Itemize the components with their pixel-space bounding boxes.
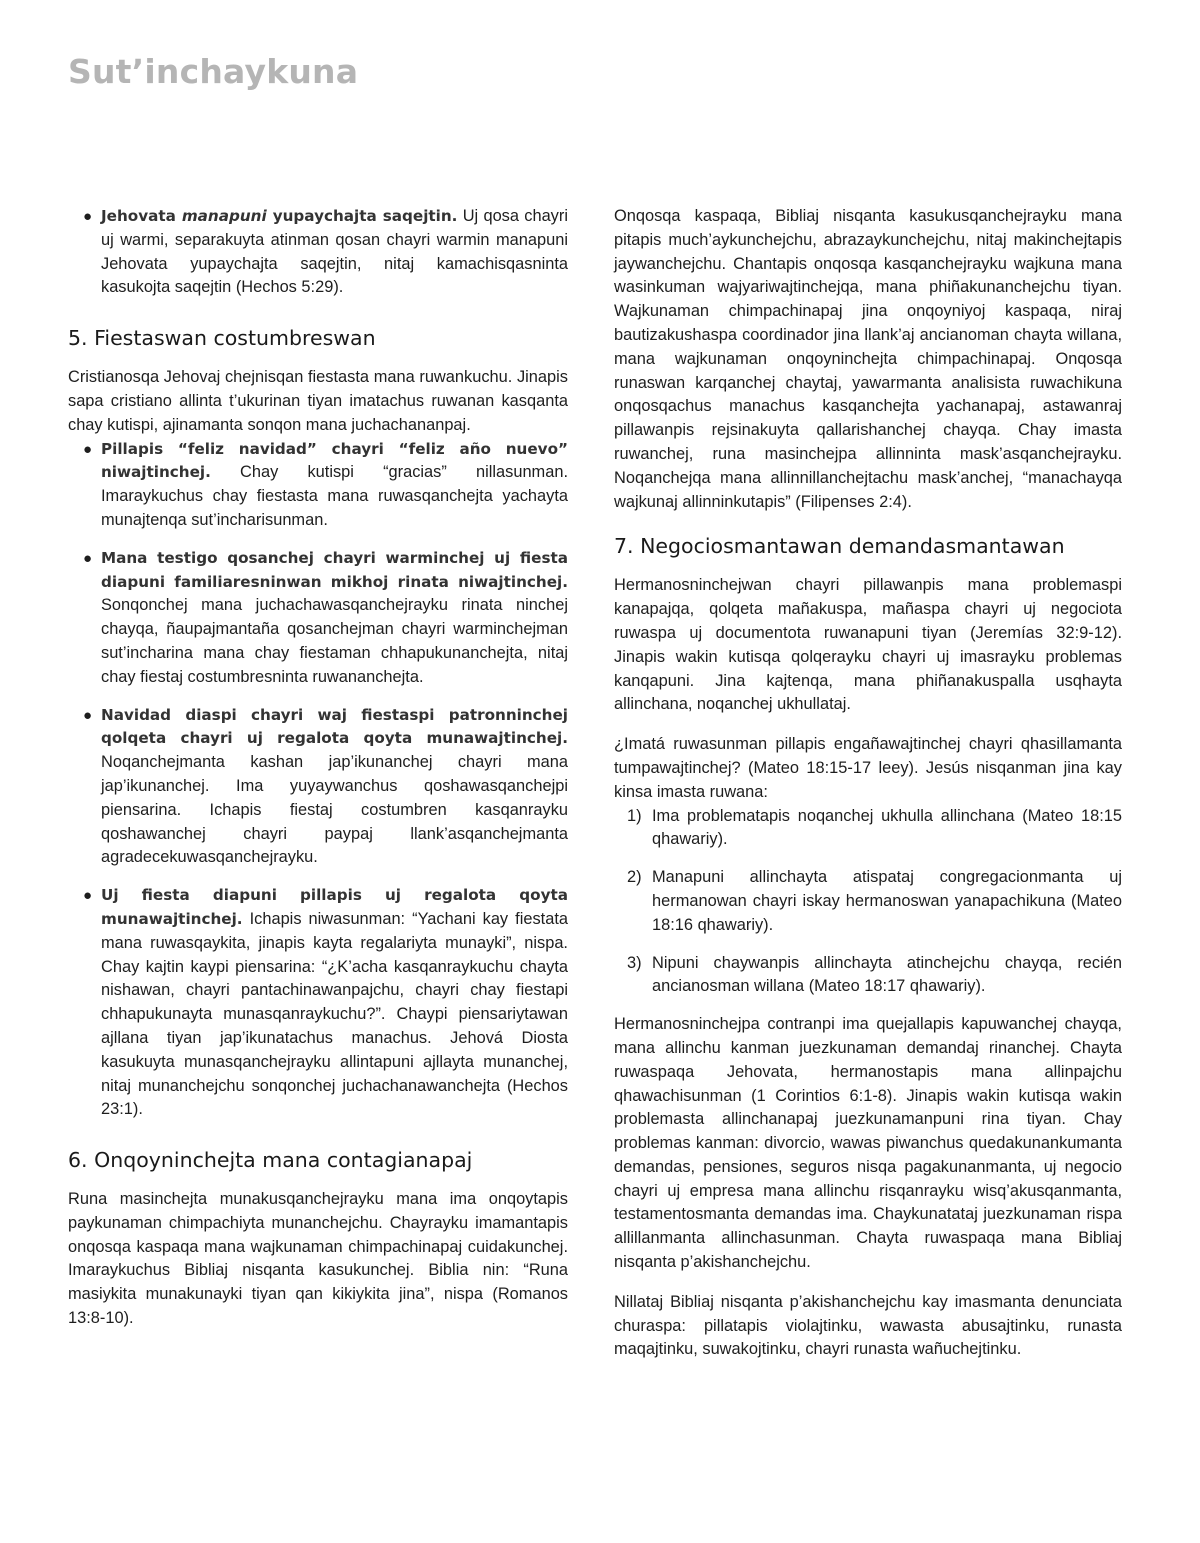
bullet-title: Jehovata manapuni yupaychajta saqejtin. <box>101 207 458 225</box>
section-heading-5: 5. Fiestaswan costumbreswan <box>68 326 376 351</box>
right-column <box>614 205 1122 1362</box>
step-text: Manapuni allinchayta atispataj congregacionmanta uj hermanowan chayri iskay hermanoswan yanapachikuna (Mateo 18:16 qhawariy). <box>652 868 1122 934</box>
step-number: 1) <box>627 806 642 825</box>
step-number: 2) <box>627 868 642 887</box>
bullet-title: Pillapis “feliz navidad” chayri “feliz año nuevo” niwajtinchej. <box>101 439 568 482</box>
page-title: Sut’inchaykuna <box>68 52 359 91</box>
list-item <box>68 438 568 533</box>
left-column <box>68 205 568 1331</box>
list-item <box>68 704 568 871</box>
bullet-icon: ● <box>83 440 93 458</box>
bullet-text: Uj qosa chayri uj warmi, separakuyta atinman qosan chayri warmin manapuni Jehovata yupaychajta saqejtin, nitaj kamachisqasninta kasukojta saqejtin (Hechos 5:29). <box>101 207 568 297</box>
list-item <box>68 547 568 690</box>
bullet-title: Uj fiesta diapuni pillapis uj regalota qoyta munawajtinchej. <box>101 886 568 928</box>
step-text: Nipuni chaywanpis allinchayta atinchejchu chayqa, recién ancianosman willana (Mateo 18:17 qhawariy). <box>652 953 1122 996</box>
jehova-bullet-list <box>68 205 568 300</box>
bullet-text: Sonqonchej mana juchachawasqanchejrayku rinata ninchej chayqa, ñaupajmantaña qosanchejman chayri warminchejman sut’incharina mana chay fiestaman chhapukunanchejta, nitaj chay fiestaj costumbresninta ruwananchejta. <box>101 596 568 686</box>
paragraph: Onqosqa kaspaqa, Bibliaj nisqanta kasukusqanchejrayku mana pitapis much’aykunchejchu, abrazaykunchejchu, nitaj makinchejtapis jaywanchejchu. Chantapis onqosqa kasqanchejrayku wajkuna mana wasinkuman wajyariwajtinchejqa, mana phiñakunanchejchu tiyan. Wajkunaman chimpachinapaj jina onqoyniyoj kaspaqa, niraj bautizakushaspa coordinador jina llank’aj ancianoman chayta willana, mana wajkunaman onqoyninchejta chimpachinapaj. Onqosqa runaswan karqanchej chaytaj, yawarmanta analisista ruwachikuna onqosqachus manachus kasqanchejta yachanapaj, astawanraj pillawanpis rejsinakuyta qallarishanchej chayqa. Chay imasta ruwanchej, runa masinchejpa allinninta mask’asqanchejrayku. Noqanchejqa mana allinnillanchejtachu mask’anchej, “manachayqa wajkunaj allinninkutapis” (Filipenses 2:4). <box>614 207 1122 511</box>
step-item <box>614 952 1122 1000</box>
bullet-icon: ● <box>83 549 93 567</box>
step-item <box>614 866 1122 937</box>
section-heading-7: 7. Negociosmantawan demandasmantawan <box>614 534 1065 559</box>
paragraph: Hermanosninchejpa contranpi ima quejallapis kapuwanchej chayqa, mana allinchu kanman juezkunaman demandaj rinanchej. Chayta ruwaspaqa Jehovata, hermanostapis mana allinpajchu qhawachisunman (1 Corintios 6:1-8). Jinapis wakin kutisqa wakin problemasta allinchanapaj juezkunamanpuni rina tiyan. Chay problemas kanman: divorcio, wawas piwanchus quedakunankumanta demandas, pensiones, seguros nisqa pagakunanmanta, uj negocio chayri uj empresa mana allinchu risqanrayku wisq’akusqanmanta, testamentosmanta demandas ima. Chaykunatataj juezkunaman rispa allillanmanta allinchasunman. Chayta ruwaspaqa mana Bibliaj nisqanta p’akishanchejchu. <box>614 1015 1122 1272</box>
paragraph: Hermanosninchejwan chayri pillawanpis mana problemaspi kanapajqa, qolqeta mañakuspa, mañaspa chayri uj negociota ruwaspa uj documentota ruwanapuni tiyan (Jeremías 32:9-12). Jinapis wakin kutisqa qolqerayku chayri uj imasrayku problemas kanqapuni. Jina kajtenqa, mana phiñanakuspalla usqhayta allinchana, noqanchej ukhullataj. <box>614 576 1122 714</box>
fiestas-bullet-list <box>68 438 568 1123</box>
step-number: 3) <box>627 953 642 972</box>
bullet-text: Chay kutispi “gracias” nillasunman. Imaraykuchus chay fiestasta mana ruwasqanchejta yachayta munajtenqa sut’incharisunman. <box>101 463 568 529</box>
step-text: Ima problematapis noqanchej ukhulla allinchana (Mateo 18:15 qhawariy). <box>652 806 1122 849</box>
steps-list <box>614 805 1122 1000</box>
bullet-icon: ● <box>83 887 93 905</box>
bullet-title: Mana testigo qosanchej chayri warminchej uj fiesta diapuni familiaresninwan mikhoj rinata niwajtinchej. <box>101 548 568 591</box>
paragraph: Runa masinchejta munakusqanchejrayku mana ima onqoytapis paykunaman chimpachiyta munanchejchu. Chayrayku imamantapis onqosqa kaspaqa mana wajkunaman chimpachinapaj cuidakunchej. Imaraykuchus Bibliaj nisqanta kasukunchej. Biblia nin: “Runa masiykita munakunayki tiyan qan kikiykita jina”, nispa (Romanos 13:8-10). <box>68 1190 568 1328</box>
bullet-title: Navidad diaspi chayri waj fiestaspi patronninchej qolqeta chayri uj regalota qoyta munawajtinchej. <box>101 705 568 748</box>
bullet-icon: ● <box>83 706 93 724</box>
bullet-icon: ● <box>83 208 93 225</box>
bullet-text: Noqanchejmanta kashan jap’ikunanchej chayri mana jap’ikunanchej. Ima yuyaywanchus qoshawasqanchejpi piensarina. Ichapis fiestaj costumbren kasqanrayku qoshawanchej chayri paypaj llank’asqanchejmanta agradecekuwasqanchejrayku. <box>101 753 568 867</box>
step-item <box>614 805 1122 853</box>
paragraph: Cristianosqa Jehovaj chejnisqan fiestasta mana ruwankuchu. Jinapis sapa cristiano allinta t’ukurinan tiyan imatachus ruwanan kasqanta chay kutispi, ajinamanta sonqon mana juchachananpaj. <box>68 368 568 434</box>
section-heading-6: 6. Onqoyninchejta mana contagianapaj <box>68 1148 473 1173</box>
paragraph: Nillataj Bibliaj nisqanta p’akishanchejchu kay imasmanta denunciata churaspa: pillatapis violajtinku, wawasta abusajtinku, runasta maqajtinku, suwakojtinku, chayri runasta wañuchejtinku. <box>614 1292 1122 1359</box>
paragraph: ¿Imatá ruwasunman pillapis engañawajtinchej chayri qhasillamanta tumpawajtinchej? (Mateo 18:15-17 leey). Jesús nisqanman jina kay kinsa imasta ruwana: <box>614 735 1122 801</box>
list-item <box>68 205 568 300</box>
list-item <box>68 884 568 1122</box>
bullet-text: Ichapis niwasunman: “Yachani kay fiestata mana ruwasqaykita, jinapis kayta regalariyta munayki”, nispa. Chay kajtin kaypi piensarina: “¿K’acha kasqanraykuchu chayta nishawan, chayri pantachinawanpajchu, chayri chay fiestapi chhapukunayta munasqanraykuchu?”. Chaypi piensariytawan ajllana tiyan jap’ikunatachus manachus. Jehová Diosta kasukuyta munasqanchejrayku allintapuni ajllayta munanchej, nitaj munanchejchu sonqonchej juchachanawanchejta (Hechos 23:1). <box>101 909 568 1119</box>
